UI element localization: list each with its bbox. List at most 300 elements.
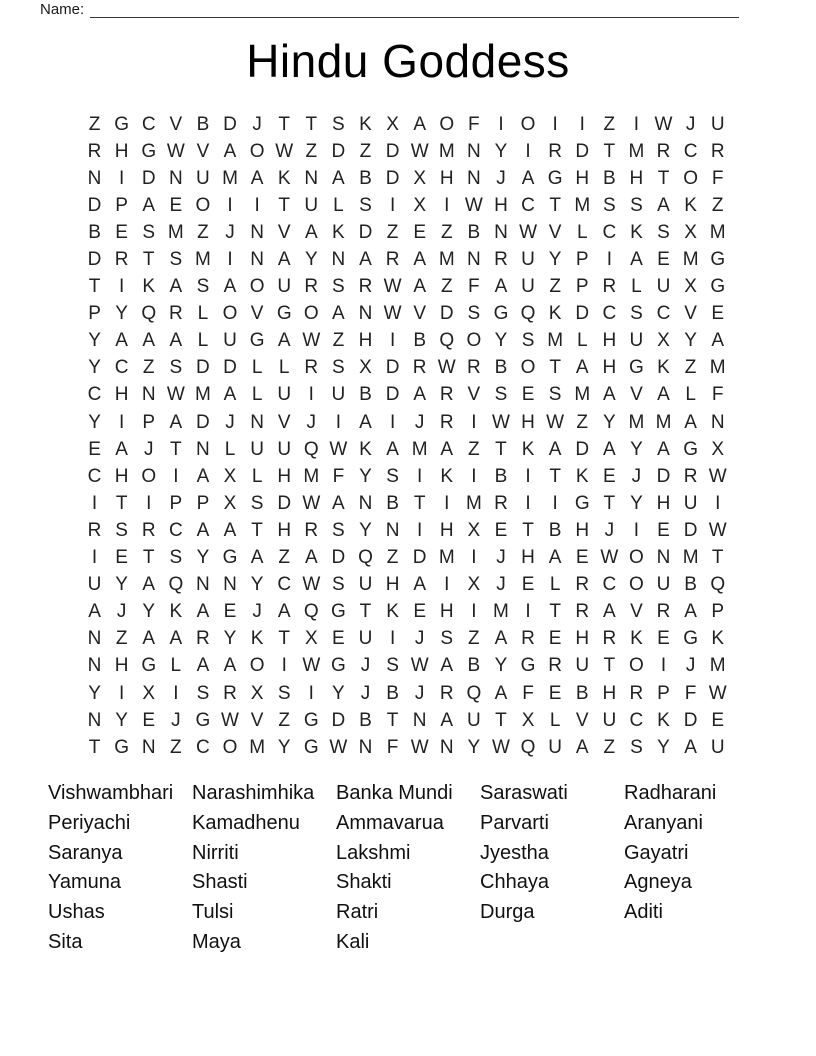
grid-letter: U (87, 574, 102, 596)
grid-letter: W (302, 655, 321, 677)
grid-letter: M (438, 547, 455, 569)
grid-row (81, 572, 731, 599)
grid-letter: T (278, 194, 290, 216)
grid-letter: M (222, 167, 238, 189)
grid-letter: W (464, 194, 483, 216)
grid-letter: W (708, 682, 727, 704)
word-list-column (480, 779, 624, 958)
grid-letter: C (141, 113, 156, 135)
grid-letter: I (389, 194, 396, 216)
grid-letter: L (549, 574, 561, 596)
word-list-column (48, 779, 192, 958)
grid-letter: Z (278, 547, 290, 569)
grid-letter: T (142, 249, 155, 271)
grid-letter: J (685, 113, 696, 135)
grid-letter: Z (332, 330, 345, 352)
grid-letter: A (602, 384, 616, 406)
grid-letter: M (547, 330, 564, 352)
grid-letter: S (169, 249, 183, 271)
grid-letter: G (114, 113, 130, 135)
grid-row (81, 436, 731, 463)
grid-letter: R (494, 249, 508, 271)
grid-letter: J (631, 465, 642, 487)
grid-letter: B (684, 574, 697, 596)
grid-letter: D (277, 492, 292, 514)
grid-letter: K (359, 113, 372, 135)
grid-letter: X (386, 113, 399, 135)
grid-letter: Y (115, 303, 128, 325)
grid-letter: L (576, 330, 588, 352)
grid-letter: X (711, 438, 725, 460)
grid-letter: B (548, 519, 562, 541)
grid-letter: P (142, 411, 156, 433)
grid-letter: G (493, 303, 509, 325)
grid-letter: A (250, 547, 264, 569)
grid-letter: W (329, 736, 348, 758)
grid-letter: I (579, 113, 585, 135)
grid-letter: G (710, 276, 726, 298)
grid-letter: Z (115, 628, 128, 650)
grid-letter: A (223, 384, 237, 406)
word-item: Ratri (336, 901, 379, 924)
grid-row (81, 328, 731, 355)
grid-letter: I (471, 411, 477, 433)
grid-letter: W (410, 655, 429, 677)
grid-letter: M (574, 384, 591, 406)
grid-letter: W (546, 411, 565, 433)
grid-letter: Y (548, 249, 562, 271)
grid-letter: R (141, 519, 156, 541)
grid-letter: Y (359, 465, 372, 487)
grid-letter: E (142, 709, 156, 731)
grid-letter: W (166, 140, 185, 162)
grid-letter: I (633, 519, 640, 541)
grid-letter: T (495, 709, 507, 731)
grid-letter: N (385, 519, 400, 541)
grid-letter: S (332, 113, 345, 135)
grid-letter: N (358, 492, 373, 514)
grid-letter: D (575, 140, 590, 162)
grid-letter: N (87, 655, 102, 677)
grid-letter: N (250, 249, 264, 271)
grid-letter: H (629, 167, 644, 189)
grid-letter: S (277, 682, 291, 704)
grid-letter: M (303, 465, 320, 487)
grid-letter: O (629, 547, 644, 569)
grid-row (81, 111, 731, 138)
grid-letter: E (711, 709, 725, 731)
grid-letter: J (414, 411, 425, 433)
grid-letter: A (413, 113, 427, 135)
grid-letter: X (413, 167, 427, 189)
grid-letter: A (250, 167, 264, 189)
grid-letter: Z (468, 628, 480, 650)
name-fill-in-line[interactable] (90, 2, 739, 18)
grid-letter: W (708, 519, 727, 541)
grid-letter: A (223, 276, 237, 298)
grid-letter: G (710, 249, 726, 271)
grid-letter: G (303, 709, 319, 731)
grid-letter: I (715, 492, 721, 514)
grid-letter: V (684, 303, 697, 325)
grid-letter: I (308, 682, 314, 704)
grid-letter: I (119, 167, 125, 189)
grid-letter: U (710, 736, 725, 758)
grid-letter: I (444, 194, 450, 216)
grid-letter: I (173, 682, 179, 704)
grid-letter: U (277, 438, 292, 460)
grid-letter: O (249, 276, 265, 298)
grid-letter: M (682, 249, 699, 271)
grid-letter: D (439, 303, 454, 325)
grid-letter: D (223, 357, 237, 379)
grid-letter: T (386, 709, 399, 731)
grid-letter: Y (602, 411, 616, 433)
grid-letter: N (141, 384, 156, 406)
grid-letter: D (196, 411, 210, 433)
grid-letter: A (548, 547, 562, 569)
grid-letter: A (684, 736, 697, 758)
grid-letter: A (684, 411, 697, 433)
grid-letter: H (114, 465, 129, 487)
grid-letter: G (683, 438, 698, 460)
grid-letter: U (548, 736, 562, 758)
grid-letter: D (196, 357, 210, 379)
word-item: Shakti (336, 871, 392, 894)
grid-letter: X (657, 330, 670, 352)
grid-letter: I (389, 628, 396, 650)
grid-letter: R (466, 357, 481, 379)
grid-letter: X (413, 194, 427, 216)
grid-letter: Z (386, 547, 399, 569)
grid-row (81, 626, 731, 653)
word-item: Tulsi (192, 901, 234, 924)
grid-letter: P (169, 492, 183, 514)
grid-letter: Y (88, 330, 101, 352)
grid-letter: S (196, 276, 210, 298)
grid-letter: R (629, 682, 644, 704)
grid-letter: I (552, 113, 558, 135)
grid-letter: J (414, 682, 425, 704)
grid-letter: X (250, 682, 264, 704)
word-item: Sita (48, 930, 83, 953)
grid-letter: J (252, 113, 262, 135)
word-item: Narashimhika (192, 782, 315, 804)
grid-letter: O (303, 303, 319, 325)
grid-letter: S (250, 492, 264, 514)
grid-letter: T (657, 167, 670, 189)
grid-letter: S (115, 519, 128, 541)
grid-letter: I (119, 682, 125, 704)
grid-letter: O (439, 113, 455, 135)
grid-letter: I (389, 330, 396, 352)
grid-letter: B (575, 682, 589, 704)
grid-letter: Q (439, 330, 455, 352)
grid-letter: Y (88, 357, 101, 379)
grid-letter: W (491, 736, 510, 758)
grid-letter: F (684, 682, 697, 704)
grid-letter: K (684, 194, 697, 216)
grid-letter: X (684, 276, 697, 298)
name-row (40, 1, 739, 18)
grid-letter: Z (684, 357, 697, 379)
grid-letter: V (413, 303, 427, 325)
grid-letter: H (602, 682, 617, 704)
grid-letter: H (277, 465, 292, 487)
grid-letter: H (521, 411, 535, 433)
grid-letter: S (332, 519, 345, 541)
grid-letter: X (684, 221, 697, 243)
grid-letter: N (466, 167, 481, 189)
grid-letter: S (386, 465, 399, 487)
word-item: Yamuna (48, 871, 122, 894)
grid-letter: A (142, 194, 156, 216)
grid-letter: I (417, 465, 423, 487)
grid-letter: A (521, 167, 535, 189)
grid-letter: L (197, 303, 209, 325)
grid-letter: H (439, 167, 454, 189)
grid-letter: I (91, 492, 98, 514)
grid-letter: R (439, 384, 454, 406)
grid-letter: W (302, 492, 321, 514)
grid-letter: N (87, 709, 102, 731)
grid-letter: R (683, 465, 698, 487)
grid-letter: Z (88, 113, 101, 135)
grid-letter: I (281, 655, 287, 677)
grid-letter: Y (250, 574, 264, 596)
grid-letter: Q (520, 736, 536, 758)
grid-letter: T (603, 655, 616, 677)
grid-letter: W (166, 384, 185, 406)
grid-letter: Z (711, 194, 724, 216)
grid-letter: Q (466, 682, 482, 704)
grid-letter: S (548, 384, 562, 406)
word-item: Aditi (624, 901, 663, 924)
grid-letter: Z (142, 357, 155, 379)
grid-letter: C (168, 519, 183, 541)
grid-letter: I (552, 492, 558, 514)
grid-letter: S (440, 628, 454, 650)
grid-letter: M (709, 221, 726, 243)
word-item: Periyachi (48, 811, 131, 834)
grid-letter: A (196, 601, 210, 623)
grid-letter: Y (88, 411, 101, 433)
grid-letter: H (656, 492, 671, 514)
grid-letter: C (87, 384, 102, 406)
grid-letter: T (549, 601, 561, 623)
grid-letter: T (359, 601, 372, 623)
grid-row (81, 409, 731, 436)
grid-letter: A (494, 628, 508, 650)
grid-letter: Z (359, 140, 372, 162)
grid-letter: A (169, 276, 183, 298)
grid-row (81, 382, 731, 409)
grid-letter: O (520, 113, 536, 135)
grid-letter: N (466, 140, 481, 162)
grid-letter: E (413, 601, 427, 623)
grid-letter: J (360, 682, 371, 704)
grid-letter: I (335, 411, 342, 433)
grid-letter: W (600, 547, 619, 569)
grid-letter: B (88, 221, 101, 243)
word-list (48, 779, 768, 958)
grid-letter: W (275, 140, 294, 162)
grid-letter: A (575, 357, 589, 379)
grid-letter: N (358, 303, 373, 325)
grid-letter: F (468, 113, 480, 135)
word-list-column (624, 779, 768, 958)
grid-row (81, 192, 731, 219)
grid-row (81, 355, 731, 382)
grid-letter: T (170, 438, 182, 460)
grid-letter: V (196, 140, 210, 162)
grid-letter: C (521, 194, 535, 216)
grid-letter: U (710, 113, 725, 135)
grid-letter: G (303, 736, 319, 758)
name-label: Name: (40, 1, 85, 18)
grid-letter: Y (657, 736, 670, 758)
grid-letter: R (575, 601, 590, 623)
grid-letter: R (439, 682, 454, 704)
grid-letter: H (385, 574, 400, 596)
grid-letter: N (250, 411, 264, 433)
grid-letter: G (141, 140, 157, 162)
grid-letter: P (196, 492, 210, 514)
grid-letter: B (359, 167, 372, 189)
grid-letter: U (196, 167, 210, 189)
grid-row (81, 219, 731, 246)
word-item: Aranyani (624, 811, 703, 834)
grid-letter: U (656, 574, 671, 596)
grid-letter: A (196, 465, 210, 487)
grid-letter: Z (440, 276, 453, 298)
grid-letter: R (602, 276, 617, 298)
grid-letter: M (574, 194, 591, 216)
grid-letter: D (358, 221, 373, 243)
grid-letter: B (196, 113, 210, 135)
grid-letter: R (412, 357, 427, 379)
grid-letter: H (114, 140, 129, 162)
grid-letter: T (549, 465, 561, 487)
grid-letter: S (332, 357, 345, 379)
word-item: Lakshmi (336, 841, 411, 864)
grid-letter: R (358, 276, 373, 298)
grid-letter: Z (468, 438, 480, 460)
grid-letter: Y (88, 682, 101, 704)
grid-letter: H (575, 628, 590, 650)
grid-letter: R (602, 628, 617, 650)
grid-letter: O (222, 303, 238, 325)
grid-letter: I (119, 411, 125, 433)
grid-letter: O (249, 655, 265, 677)
grid-letter: B (494, 357, 508, 379)
grid-letter: S (332, 574, 345, 596)
grid-row (81, 246, 731, 273)
grid-letter: V (169, 113, 183, 135)
grid-letter: U (358, 574, 373, 596)
grid-letter: K (142, 276, 156, 298)
grid-letter: H (575, 519, 590, 541)
grid-letter: I (444, 492, 450, 514)
grid-letter: L (251, 384, 263, 406)
grid-letter: Y (115, 574, 128, 596)
grid-row (81, 301, 731, 328)
grid-letter: O (195, 194, 211, 216)
grid-letter: Y (223, 628, 237, 650)
grid-letter: J (496, 574, 506, 596)
grid-letter: W (654, 113, 673, 135)
grid-letter: X (223, 465, 237, 487)
grid-letter: E (521, 574, 535, 596)
grid-letter: P (575, 249, 589, 271)
grid-letter: M (249, 736, 266, 758)
grid-letter: C (629, 709, 644, 731)
grid-letter: P (657, 682, 670, 704)
grid-letter: N (710, 411, 725, 433)
grid-letter: W (410, 736, 429, 758)
grid-letter: Y (684, 330, 697, 352)
grid-letter: Y (142, 601, 156, 623)
grid-letter: D (331, 140, 346, 162)
grid-letter: G (331, 655, 346, 677)
grid-letter: W (708, 465, 727, 487)
grid-letter: E (223, 601, 237, 623)
grid-letter: E (602, 465, 616, 487)
grid-letter: J (306, 411, 317, 433)
grid-letter: I (389, 411, 396, 433)
grid-letter: L (278, 357, 290, 379)
grid-letter: K (440, 465, 454, 487)
grid-letter: J (414, 628, 425, 650)
grid-letter: A (169, 330, 183, 352)
grid-letter: R (710, 140, 725, 162)
grid-letter: I (525, 601, 531, 623)
grid-letter: S (359, 194, 372, 216)
grid-letter: G (683, 628, 698, 650)
grid-letter: V (630, 384, 643, 406)
grid-letter: R (656, 140, 671, 162)
grid-letter: O (629, 655, 644, 677)
grid-letter: I (633, 113, 640, 135)
grid-letter: S (521, 330, 535, 352)
grid-letter: D (656, 465, 671, 487)
grid-letter: I (525, 492, 531, 514)
grid-letter: K (169, 601, 183, 623)
grid-letter: D (575, 303, 590, 325)
grid-letter: H (114, 655, 129, 677)
grid-letter: L (549, 709, 561, 731)
grid-letter: J (360, 655, 371, 677)
word-item: Jyestha (480, 841, 549, 864)
grid-letter: A (602, 438, 616, 460)
grid-letter: M (411, 438, 428, 460)
grid-letter: R (114, 249, 129, 271)
grid-letter: K (630, 221, 643, 243)
grid-letter: B (359, 384, 372, 406)
grid-letter: U (277, 384, 292, 406)
grid-letter: O (249, 140, 265, 162)
grid-letter: G (574, 492, 590, 514)
grid-letter: W (383, 303, 402, 325)
grid-letter: Y (359, 519, 372, 541)
grid-letter: X (304, 628, 318, 650)
grid-letter: D (683, 709, 698, 731)
word-list-column (336, 779, 480, 958)
word-item: Agneya (624, 871, 692, 894)
grid-letter: I (227, 194, 233, 216)
grid-letter: U (575, 655, 590, 677)
grid-letter: Q (303, 601, 319, 623)
